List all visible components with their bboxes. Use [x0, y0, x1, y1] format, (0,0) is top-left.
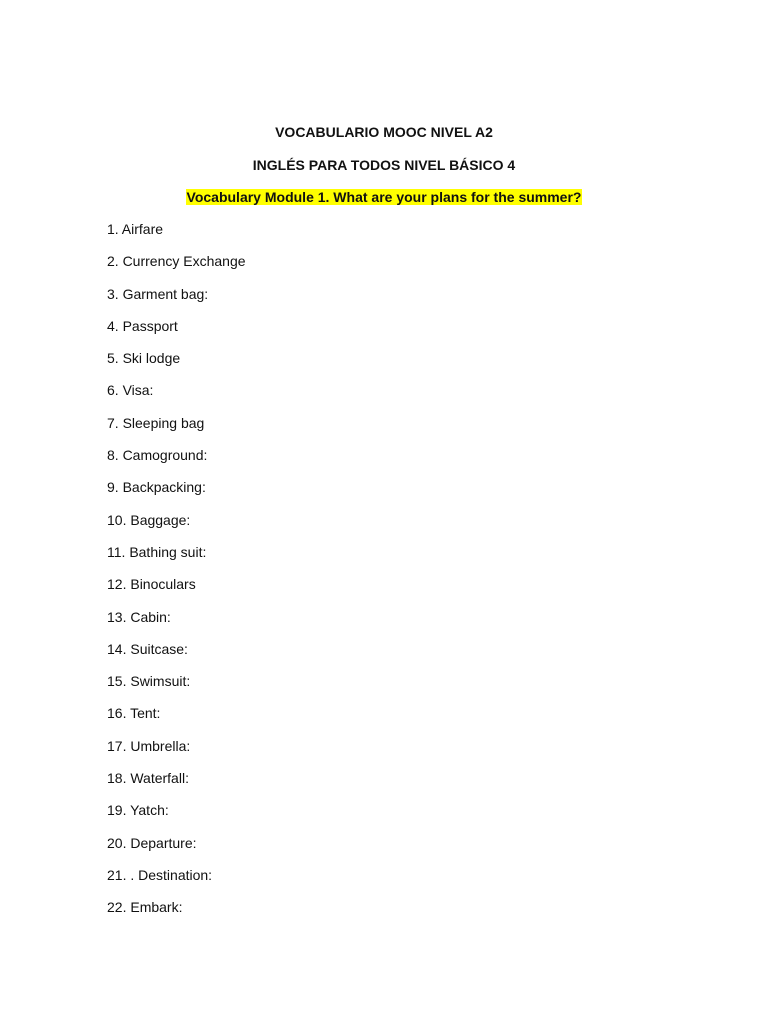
vocabulary-item: 20. Departure: — [107, 834, 197, 851]
vocabulary-item: 14. Suitcase: — [107, 640, 188, 657]
vocabulary-item: 10. Baggage: — [107, 511, 191, 528]
vocabulary-item: 9. Backpacking: — [107, 479, 206, 496]
vocabulary-item: 15. Swimsuit: — [107, 673, 191, 690]
vocabulary-item: 13. Cabin: — [107, 608, 171, 625]
module-heading: Vocabulary Module 1. What are your plans for the summer? — [186, 189, 582, 205]
document-subtitle: INGLÉS PARA TODOS NIVEL BÁSICO 4 — [252, 157, 516, 173]
vocabulary-item: 18. Waterfall: — [107, 770, 189, 787]
vocabulary-item: 16. Tent: — [107, 705, 161, 722]
vocabulary-item: 3. Garment bag: — [107, 285, 209, 302]
vocabulary-item: 7. Sleeping bag — [107, 414, 205, 431]
document-title: VOCABULARIO MOOC NIVEL A2 — [275, 124, 493, 140]
module-heading-container — [0, 188, 768, 206]
vocabulary-item: 11. Bathing suit: — [107, 543, 207, 560]
vocabulary-list — [107, 220, 246, 931]
vocabulary-item: 22. Embark: — [107, 899, 183, 916]
vocabulary-item: 8. Camoground: — [107, 447, 208, 464]
vocabulary-item: 12. Binoculars — [107, 576, 196, 593]
vocabulary-item: 6. Visa: — [107, 382, 154, 399]
vocabulary-item: 5. Ski lodge — [107, 350, 181, 367]
vocabulary-item: 19. Yatch: — [107, 802, 169, 819]
vocabulary-item: 1. Airfare — [107, 221, 164, 237]
vocabulary-item: 17. Umbrella: — [107, 737, 191, 754]
vocabulary-item: 2. Currency Exchange — [107, 253, 246, 270]
vocabulary-item: 4. Passport — [107, 317, 178, 334]
vocabulary-item: 21. . Destination: — [107, 866, 213, 883]
